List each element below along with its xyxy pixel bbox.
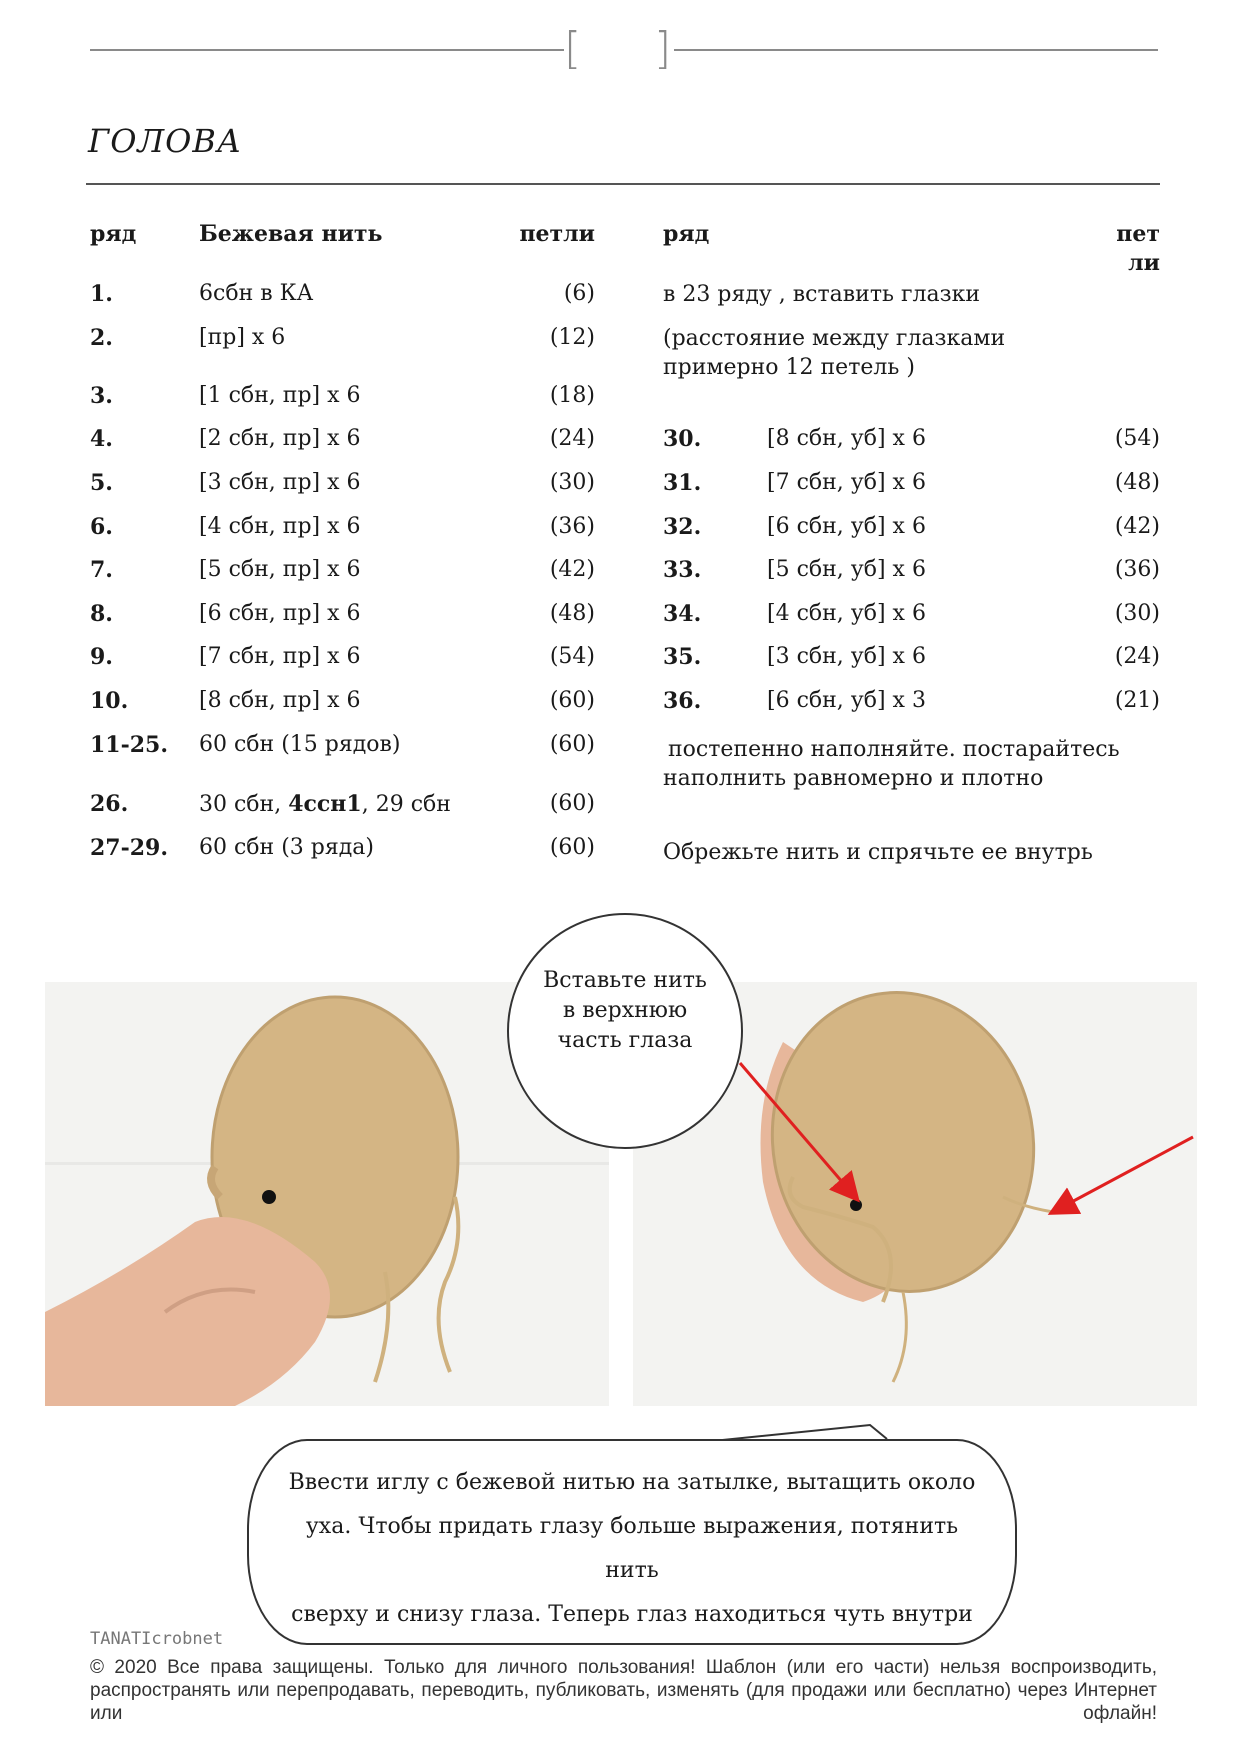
- callout-circle-line-1: Вставьте нить: [543, 968, 707, 993]
- left-row-stitches: (60): [549, 835, 595, 860]
- right-row-number: 33.: [663, 557, 702, 583]
- left-row-number: 26.: [90, 791, 129, 817]
- left-row-stitches: (6): [563, 281, 595, 306]
- right-row-number: 34.: [663, 601, 702, 627]
- right-row-instruction: [5 сбн, уб] х 6: [767, 557, 926, 582]
- right-row-stitches: (21): [1114, 688, 1160, 713]
- left-row-stitches: (36): [549, 514, 595, 539]
- callout-circle-line-3: часть глаза: [557, 1028, 693, 1053]
- left-row-instruction: [1 сбн, пр] х 6: [199, 383, 361, 408]
- left-row-instruction: 60 сбн (15 рядов): [199, 732, 401, 757]
- left-header-yarn: Бежевая нить: [199, 221, 383, 247]
- left-row-stitches: (30): [549, 470, 595, 495]
- left-header-stitches: петли: [519, 221, 595, 247]
- right-row-stitches: (54): [1114, 426, 1160, 451]
- left-row-number: 2.: [90, 325, 113, 351]
- right-row-number: 35.: [663, 644, 702, 670]
- right-row-stitches: (24): [1114, 644, 1160, 669]
- left-row-number: 3.: [90, 383, 113, 409]
- left-row-instruction: 60 сбн (3 ряда): [199, 835, 374, 860]
- left-row-number: 5.: [90, 470, 113, 496]
- note-fill-2: наполнить равномерно и плотно: [663, 766, 1044, 791]
- right-row-instruction: [8 сбн, уб] х 6: [767, 426, 926, 451]
- callout-box-line-1: Ввести иглу с бежевой нитью на затылке, вытащить около: [288, 1470, 976, 1495]
- header-bracket-left: [: [564, 23, 582, 74]
- left-row-number: 10.: [90, 688, 129, 714]
- right-row-number: 32.: [663, 514, 702, 540]
- left-row-stitches: (60): [549, 688, 595, 713]
- left-row-instruction: [5 сбн, пр] х 6: [199, 557, 361, 582]
- footer-copyright: © 2020 Все права защищены. Только для личного пользования! Шаблон (или его части) нельзя воспроизводить, распространять или перепродавать, переводить, публиковать, изменять (для продажи или бесплатно) через Интернет или офлайн!: [90, 1657, 1157, 1724]
- left-row-instruction: [4 сбн, пр] х 6: [199, 514, 361, 539]
- left-row-number: 7.: [90, 557, 113, 583]
- note-eye-distance-2: примерно 12 петель ): [663, 355, 915, 380]
- right-row-instruction: [4 сбн, уб] х 6: [767, 601, 926, 626]
- right-header-stitches-1: пет: [1116, 221, 1160, 247]
- callout-circle-line-2: в верхнюю: [562, 998, 688, 1023]
- callout-box-line-2: уха. Чтобы придать глазу больше выражения, потянить нить: [305, 1514, 959, 1583]
- right-header-row: ряд: [663, 221, 710, 247]
- left-row-instruction: [7 сбн, пр] х 6: [199, 644, 361, 669]
- footer-brand: TANATIcrobnet: [90, 1629, 224, 1649]
- left-row-number: 11-25.: [90, 732, 169, 758]
- note-fill-1: постепенно наполняйте. постарайтесь: [668, 737, 1120, 762]
- left-row-stitches: (60): [549, 791, 595, 816]
- left-row-stitches: (12): [549, 325, 595, 350]
- left-row-stitches: (18): [549, 383, 595, 408]
- left-row-instruction-part: 30 сбн,: [199, 792, 289, 817]
- note-cut-yarn: Обрежьте нить и спрячьте ее внутрь: [663, 840, 1093, 865]
- left-row-stitches: (60): [549, 732, 595, 757]
- right-row-stitches: (36): [1114, 557, 1160, 582]
- left-header-row: ряд: [90, 221, 137, 247]
- left-row-stitches: (24): [549, 426, 595, 451]
- right-row-stitches: (42): [1114, 514, 1160, 539]
- left-row-number: 1.: [90, 281, 113, 307]
- right-row-number: 31.: [663, 470, 702, 496]
- note-eye-distance-1: (расстояние между глазками: [663, 326, 1006, 351]
- left-row-number: 6.: [90, 514, 113, 540]
- callout-box-line-3: сверху и снизу глаза. Теперь глаз находиться чуть внутри: [291, 1602, 973, 1627]
- right-row-instruction: [6 сбн, уб] х 3: [767, 688, 926, 713]
- left-row-instruction: [3 сбн, пр] х 6: [199, 470, 361, 495]
- right-header-stitches-2: ли: [1128, 250, 1160, 276]
- left-row-instruction: [2 сбн, пр] х 6: [199, 426, 361, 451]
- left-row-stitches: (42): [549, 557, 595, 582]
- right-row-stitches: (48): [1114, 470, 1160, 495]
- left-row-instruction-part: 4ссн1: [288, 791, 362, 817]
- left-row-number: 9.: [90, 644, 113, 670]
- left-row-instruction: [пр] х 6: [199, 325, 286, 350]
- left-row-stitches: (48): [549, 601, 595, 626]
- right-row-instruction: [7 сбн, уб] х 6: [767, 470, 926, 495]
- right-row-instruction: [3 сбн, уб] х 6: [767, 644, 926, 669]
- right-row-number: 36.: [663, 688, 702, 714]
- left-row-number: 27-29.: [90, 835, 169, 861]
- left-row-instruction-part: , 29 сбн: [361, 792, 451, 817]
- left-row-number: 8.: [90, 601, 113, 627]
- left-row-number: 4.: [90, 426, 113, 452]
- left-row-stitches: (54): [549, 644, 595, 669]
- right-row-stitches: (30): [1114, 601, 1160, 626]
- left-row-instruction: [6 сбн, пр] х 6: [199, 601, 361, 626]
- right-row-number: 30.: [663, 426, 702, 452]
- right-row-instruction: [6 сбн, уб] х 6: [767, 514, 926, 539]
- left-row-instruction: [8 сбн, пр] х 6: [199, 688, 361, 713]
- callout-circle: [507, 913, 743, 1149]
- callout-box: [247, 1439, 1017, 1645]
- note-insert-eyes: в 23 ряду , вставить глазки: [663, 282, 981, 307]
- left-row-instruction: 6сбн в КА: [199, 281, 314, 306]
- section-title: ГОЛОВА: [88, 122, 243, 160]
- header-bracket-right: ]: [654, 23, 672, 74]
